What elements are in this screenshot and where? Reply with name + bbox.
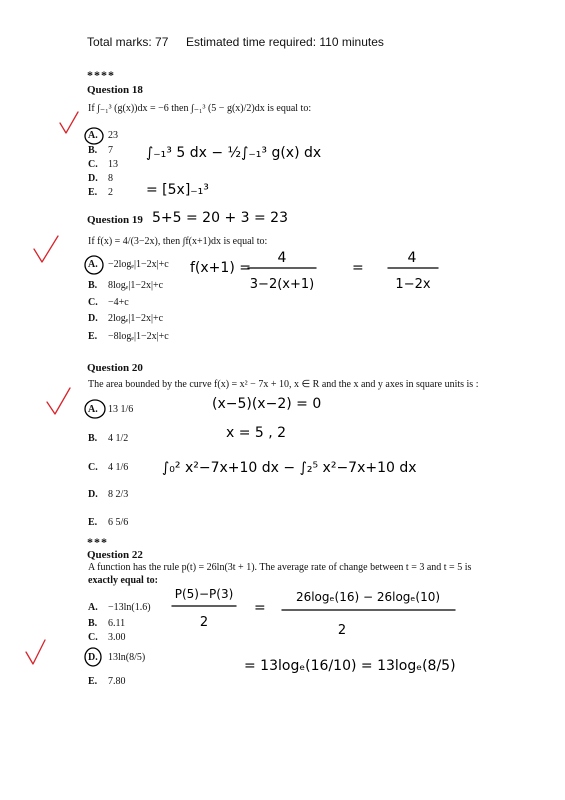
tick-mark: [60, 112, 78, 133]
question-stem: If f(x) = 4/(3−2x), then ∫f(x+1)dx is equal to:: [88, 236, 268, 247]
answer-circle: [85, 400, 105, 418]
estimated-time: Estimated time required: 110 minutes: [186, 35, 384, 49]
handwritten-work: 1−2x: [395, 277, 431, 292]
option-text: 13 1/6: [108, 404, 134, 415]
option-letter: B.: [88, 145, 98, 156]
handwritten-work: x = 5 , 2: [226, 425, 287, 441]
question-title: Question 18: [87, 84, 143, 96]
section-stars: ****: [87, 68, 115, 82]
option-text: 13ln(8/5): [108, 652, 146, 663]
tick-mark: [47, 388, 70, 414]
answer-circle: [85, 648, 101, 666]
question-title: Question 22: [87, 549, 143, 561]
question-stem-bold: exactly equal to:: [88, 575, 158, 586]
handwritten-work: = [5x]₋₁³: [146, 182, 209, 198]
option-text: 4 1/6: [108, 462, 129, 473]
option-text: 3.00: [108, 632, 126, 643]
option-text: 7.80: [108, 676, 126, 687]
option-text: 8: [108, 173, 113, 184]
option-letter: D.: [88, 489, 98, 500]
option-text: 6 5/6: [108, 517, 129, 528]
handwritten-work: =: [352, 260, 364, 276]
option-text: 4 1/2: [108, 433, 129, 444]
handwritten-work: f(x+1) =: [190, 260, 251, 276]
option-text: 2logₑ|1−2x|+c: [108, 313, 164, 324]
option-letter: E.: [88, 187, 98, 198]
handwritten-work: 4: [407, 250, 417, 266]
answer-circle: [85, 128, 103, 144]
option-text: 2: [108, 187, 113, 198]
option-text: 8logₑ|1−2x|+c: [108, 280, 164, 291]
tick-mark: [26, 640, 45, 664]
option-letter: D.: [88, 173, 98, 184]
handwritten-work: 3−2(x+1): [249, 277, 315, 292]
option-letter: D.: [88, 652, 98, 663]
option-text: 13: [108, 159, 118, 170]
option-letter: B.: [88, 433, 98, 444]
question-stem: If ∫₋₁³ (g(x))dx = −6 then ∫₋₁³ (5 − g(x)/2)dx is equal to:: [88, 103, 312, 114]
option-letter: C.: [88, 297, 98, 308]
option-letter: A.: [88, 130, 98, 141]
handwritten-work: (x−5)(x−2) = 0: [212, 396, 322, 412]
option-text: 8 2/3: [108, 489, 129, 500]
handwritten-work: 5+5 = 20 + 3 = 23: [152, 210, 288, 226]
option-letter: E.: [88, 676, 98, 687]
answer-circle: [85, 256, 103, 274]
option-text: −8logₑ|1−2x|+c: [108, 331, 169, 342]
option-letter: B.: [88, 618, 98, 629]
option-letter: E.: [88, 517, 98, 528]
handwritten-work: = 13logₑ(16/10) = 13logₑ(8/5): [244, 658, 456, 674]
section-stars: ***: [87, 535, 108, 549]
question-title: Question 19: [87, 214, 143, 226]
option-text: 6.11: [108, 618, 126, 629]
handwritten-work: ∫₀² x²−7x+10 dx − ∫₂⁵ x²−7x+10 dx: [162, 460, 417, 476]
handwritten-work: 4: [277, 250, 287, 266]
question-stem: The area bounded by the curve f(x) = x² − 7x + 10, x ∈ R and the x and y axes in square units is :: [88, 379, 479, 390]
option-text: −13ln(1.6): [108, 602, 151, 613]
handwritten-work: ∫₋₁³ 5 dx − ½∫₋₁³ g(x) dx: [146, 145, 322, 161]
handwritten-work: =: [254, 600, 266, 616]
handwritten-work: P(5)−P(3): [174, 587, 234, 601]
option-text: 23: [108, 130, 118, 141]
option-letter: A.: [88, 404, 98, 415]
tick-mark: [34, 236, 58, 262]
option-text: −4+c: [108, 297, 129, 308]
option-text: 7: [108, 145, 113, 156]
option-letter: C.: [88, 632, 98, 643]
option-letter: E.: [88, 331, 98, 342]
handwritten-work: 26logₑ(16) − 26logₑ(10): [295, 590, 441, 604]
option-text: −2logₑ|1−2x|+c: [108, 259, 169, 270]
handwritten-work: 2: [337, 623, 347, 638]
option-letter: C.: [88, 462, 98, 473]
question-title: Question 20: [87, 362, 143, 374]
total-marks: Total marks: 77: [87, 35, 169, 49]
option-letter: A.: [88, 259, 98, 270]
handwritten-work: 2: [199, 615, 209, 630]
option-letter: B.: [88, 280, 98, 291]
option-letter: A.: [88, 602, 98, 613]
question-stem: A function has the rule p(t) = 26ln(3t + 1). The average rate of change between t = 3 and t = 5 is: [88, 562, 472, 573]
option-letter: C.: [88, 159, 98, 170]
option-letter: D.: [88, 313, 98, 324]
